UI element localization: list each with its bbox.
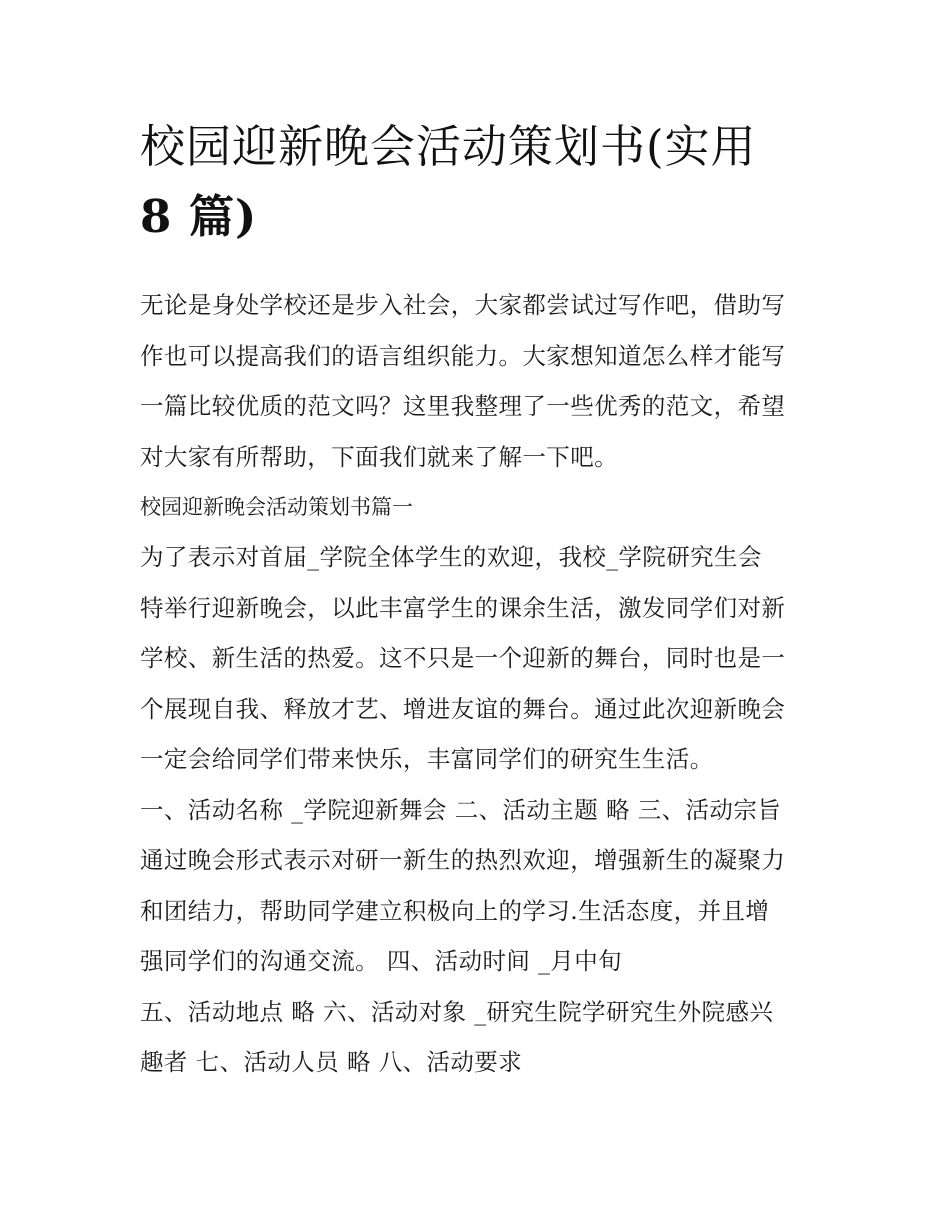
paragraph-1 bbox=[140, 532, 812, 785]
title-line-1: 校园迎新晚会活动策划书(实用 bbox=[140, 120, 757, 173]
text-line: 无论是身处学校还是步入社会，大家都尝试过写作吧，借助写 bbox=[140, 291, 786, 319]
text-line: 五、活动地点 略 六、活动对象 _研究生院学研究生外院感兴 bbox=[140, 997, 774, 1026]
section-heading: 校园迎新晚会活动策划书篇一 bbox=[140, 495, 413, 519]
text-line: 一定会给同学们带来快乐，丰富同学们的研究生生活。 bbox=[140, 745, 714, 773]
intro-paragraph bbox=[140, 280, 812, 482]
document-page bbox=[140, 112, 812, 1088]
text-line: 特举行迎新晚会，以此丰富学生的课余生活，激发同学们对新 bbox=[140, 593, 786, 622]
text-line: 一、活动名称 _学院迎新舞会 二、活动主题 略 三、活动宗旨 bbox=[140, 795, 782, 824]
paragraph-2 bbox=[140, 785, 812, 987]
text-line: 趣者 七、活动人员 略 八、活动要求 bbox=[140, 1048, 523, 1076]
text-line: 学校、新生活的热爱。这不只是一个迎新的舞台，同时也是一 bbox=[140, 644, 786, 672]
document-body bbox=[140, 280, 812, 1088]
document-title bbox=[140, 112, 812, 252]
text-line: 个展现自我、释放才艺、增进友谊的舞台。通过此次迎新晚会 bbox=[140, 694, 786, 723]
title-line-2: 8 篇) bbox=[140, 190, 258, 243]
paragraph-3 bbox=[140, 987, 812, 1088]
text-line: 通过晚会形式表示对研一新生的热烈欢迎，增强新生的凝聚力 bbox=[140, 846, 786, 874]
text-line: 对大家有所帮助，下面我们就来了解一下吧。 bbox=[140, 442, 618, 471]
text-line: 和团结力，帮助同学建立积极向上的学习.生活态度，并且增 bbox=[140, 896, 770, 925]
text-line: 作也可以提高我们的语言组织能力。大家想知道怎么样才能写 bbox=[140, 341, 786, 370]
text-line: 一篇比较优质的范文吗？这里我整理了一些优秀的范文，希望 bbox=[140, 392, 786, 420]
text-line: 强同学们的沟通交流。 四、活动时间 _月中旬 bbox=[140, 947, 622, 975]
text-line: 为了表示对首届_学院全体学生的欢迎，我校_学院研究生会 bbox=[140, 543, 762, 571]
